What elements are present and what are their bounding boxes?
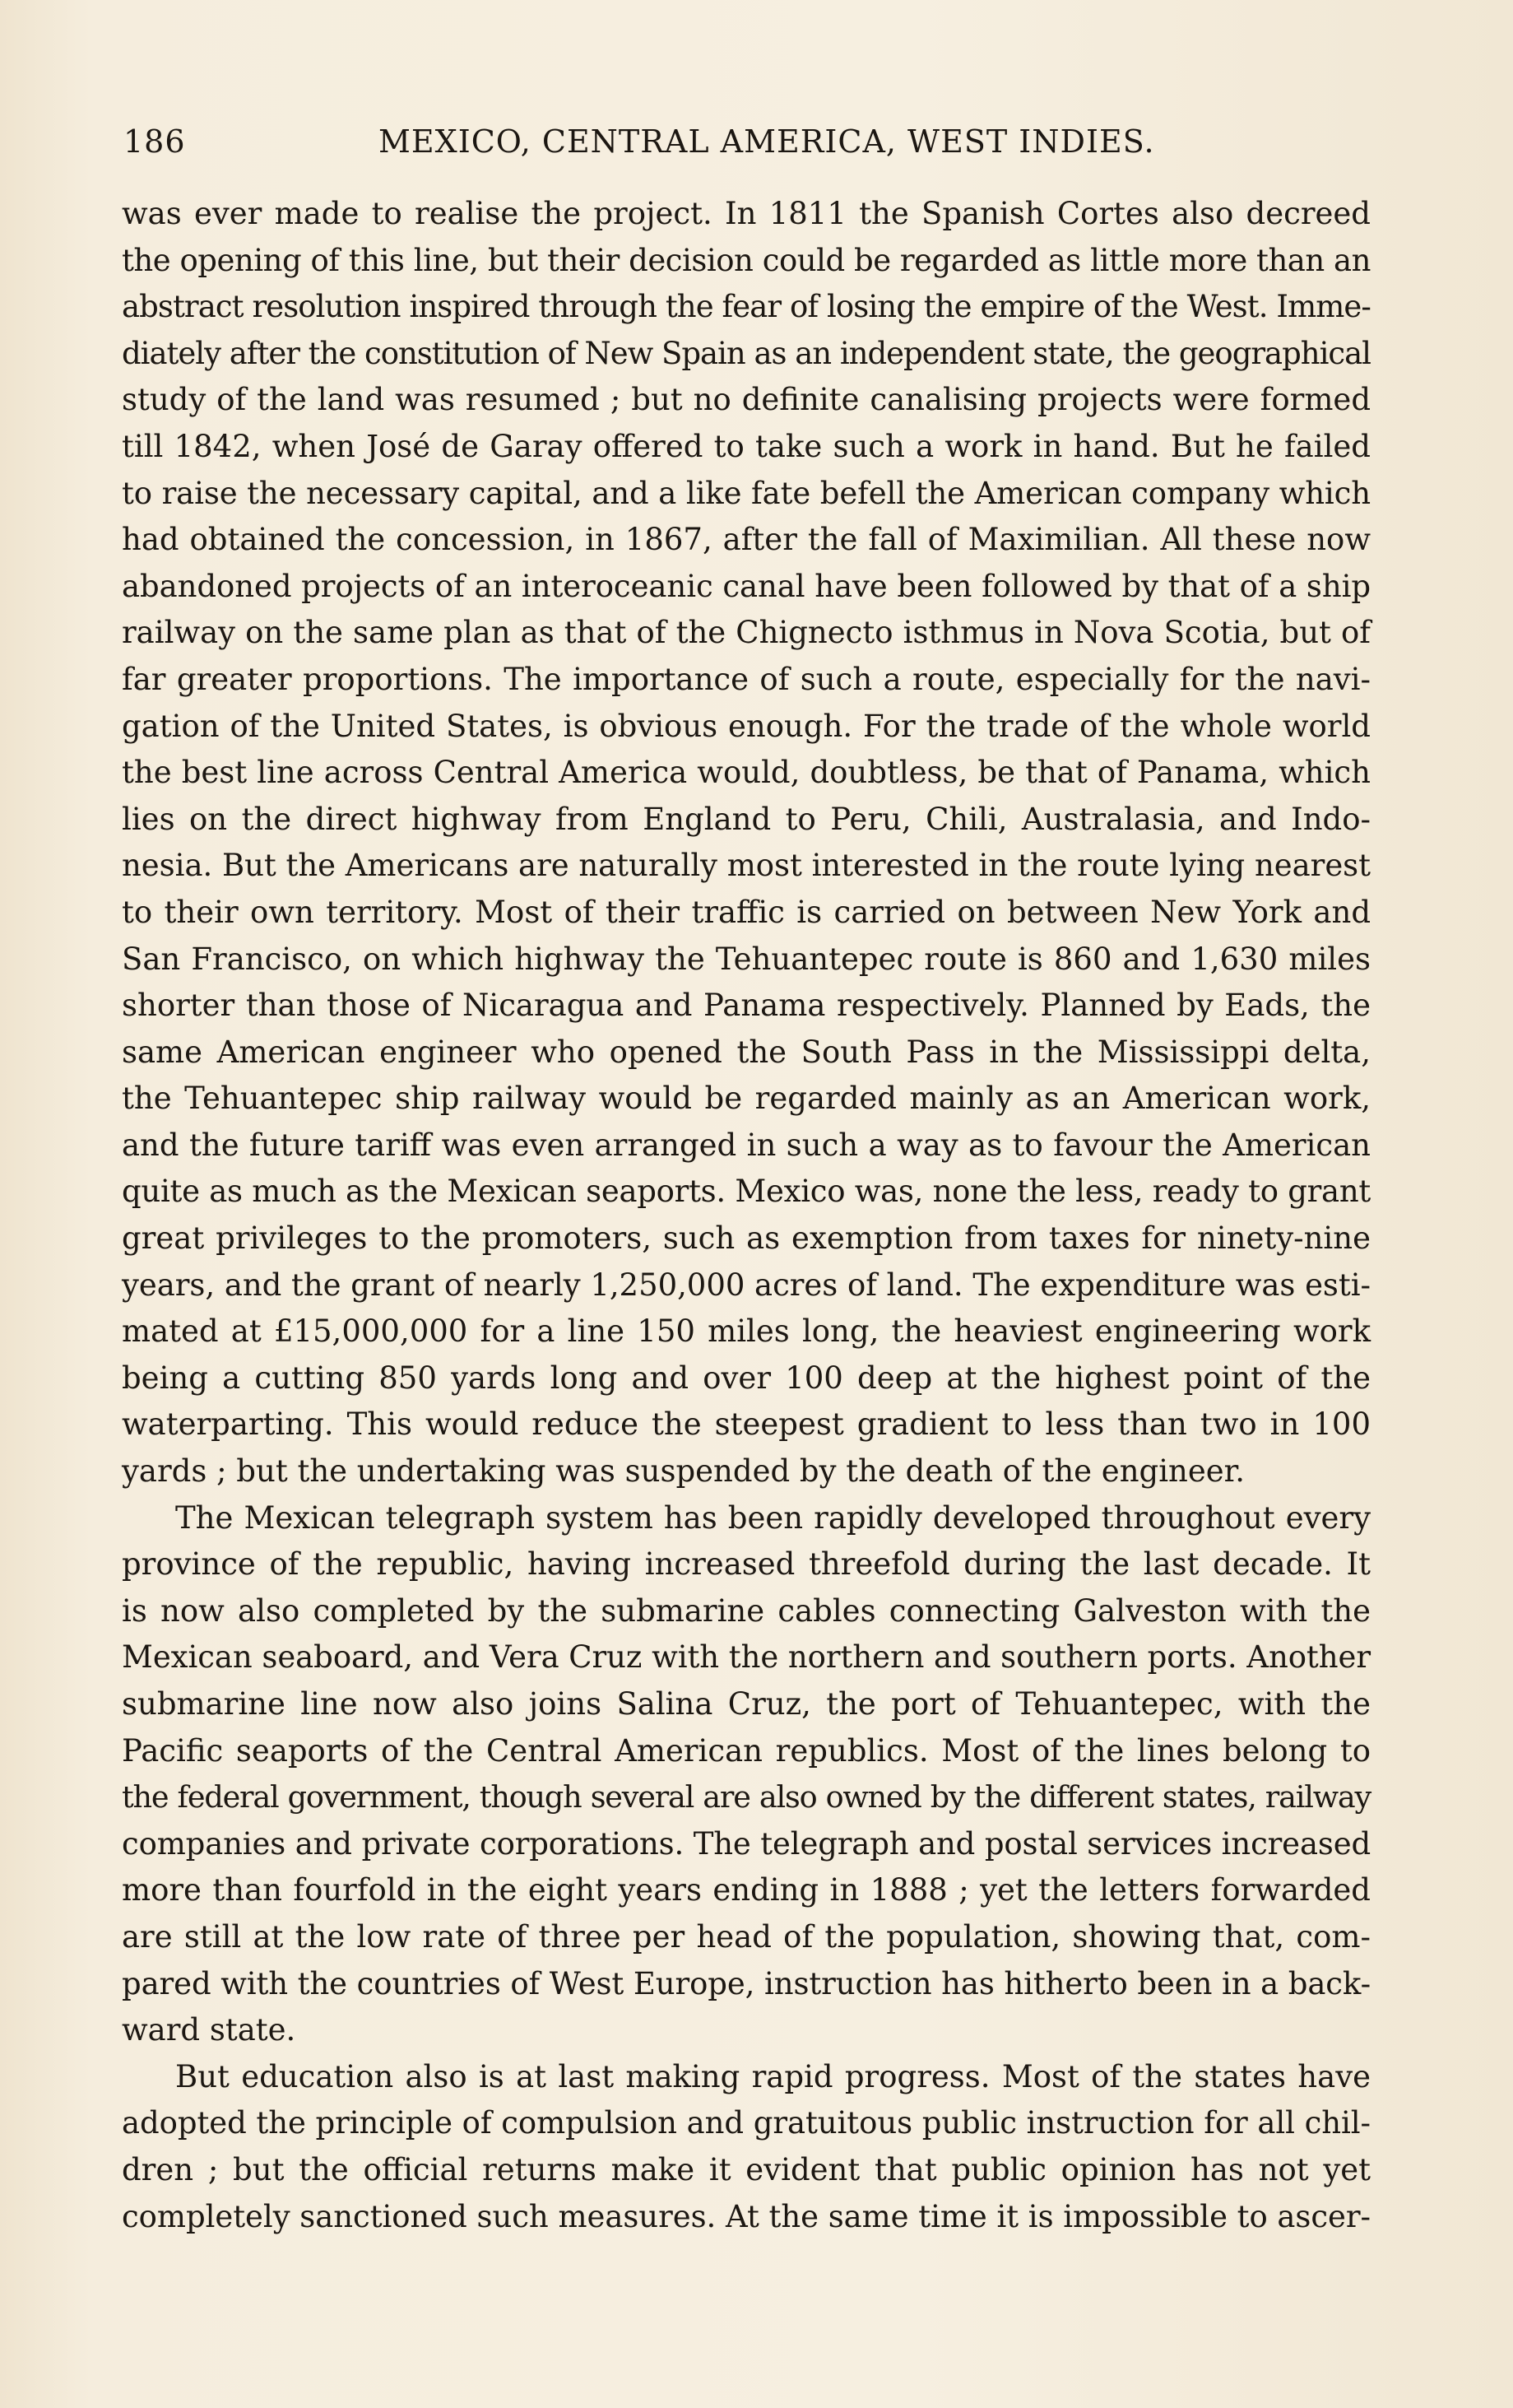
text-line: ward state.	[122, 2012, 296, 2048]
text-line: lies on the direct highway from England to Peru, Chili, Australasia, and Indo-	[122, 801, 1371, 837]
text-line: quite as much as the Mexican seaports. Mexico was, none the less, ready to grant	[122, 1174, 1371, 1210]
text-line: are still at the low rate of three per head of the population, showing that, com-	[122, 1918, 1371, 1955]
text-line: is now also completed by the submarine cables connecting Galveston with the	[122, 1592, 1371, 1629]
text-line: submarine line now also joins Salina Cruz, the port of Tehuantepec, with the	[122, 1686, 1371, 1722]
text-line: yards ; but the undertaking was suspended by the death of the engineer.	[122, 1453, 1246, 1490]
text-line: was ever made to realise the project. In 1811 the Spanish Cortes also decreed	[122, 196, 1371, 231]
text-line: till 1842, when José de Garay offered to take such a work in hand. But he failed	[122, 428, 1371, 464]
text-line: the best line across Central America would, doubtless, be that of Panama, which	[122, 755, 1371, 791]
text-line: adopted the principle of compulsion and gratuitous public instruction for all chil-	[122, 2105, 1371, 2141]
text-line: and the future tariff was even arranged in such a way as to favour the American	[122, 1127, 1371, 1163]
text-line: completely sanctioned such measures. At the same time it is impossible to ascer-	[122, 2198, 1371, 2234]
text-line: Pacific seaports of the Central American republics. Most of the lines belong to	[122, 1732, 1371, 1769]
text-line: great privileges to the promoters, such as exemption from taxes for ninety-nine	[122, 1220, 1371, 1257]
text-line: had obtained the concession, in 1867, after the fall of Maximilian. All these now	[122, 522, 1371, 558]
running-title: MEXICO, CENTRAL AMERICA, WEST INDIES.	[378, 123, 1155, 160]
text-line: San Francisco, on which highway the Tehuantepec route is 860 and 1,630 miles	[122, 941, 1371, 977]
paragraph-1	[122, 191, 1371, 1495]
text-line: the federal government, though several are also owned by the different states, railway	[122, 1779, 1371, 1815]
text-line: the Tehuantepec ship railway would be regarded mainly as an American work,	[122, 1081, 1371, 1117]
text-line: pared with the countries of West Europe, instruction has hitherto been in a back-	[122, 1965, 1371, 2001]
text-line: But education also is at last making rapid progress. Most of the states have	[175, 2058, 1371, 2094]
text-line: gation of the United States, is obvious enough. For the trade of the whole world	[122, 708, 1371, 744]
text-line: years, and the grant of nearly 1,250,000 acres of land. The expenditure was esti-	[122, 1267, 1371, 1303]
text-line: The Mexican telegraph system has been rapidly developed throughout every	[175, 1499, 1371, 1536]
text-line: province of the republic, having increased threefold during the last decade. It	[122, 1546, 1371, 1583]
page-number: 186	[123, 123, 186, 160]
text-line: to raise the necessary capital, and a like fate befell the American company which	[122, 475, 1371, 511]
text-line: abstract resolution inspired through the fear of losing the empire of the West. Imme-	[122, 289, 1371, 325]
text-line: more than fourfold in the eight years ending in 1888 ; yet the letters forwarded	[122, 1872, 1371, 1908]
text-line: railway on the same plan as that of the Chignecto isthmus in Nova Scotia, but of	[122, 615, 1371, 651]
text-line: dren ; but the official returns make it evident that public opinion has not yet	[122, 2151, 1371, 2187]
text-line: companies and private corporations. The telegraph and postal services increased	[122, 1825, 1371, 1862]
text-line: Mexican seaboard, and Vera Cruz with the northern and southern ports. Another	[122, 1639, 1371, 1676]
text-line: waterparting. This would reduce the steepest gradient to less than two in 100	[122, 1406, 1371, 1443]
paragraph-3	[122, 2054, 1371, 2240]
text-line: same American engineer who opened the South Pass in the Mississippi delta,	[122, 1034, 1371, 1070]
text-line: nesia. But the Americans are naturally most interested in the route lying nearest	[122, 848, 1371, 884]
text-line: the opening of this line, but their decision could be regarded as little more than an	[122, 242, 1371, 278]
text-line: study of the land was resumed ; but no definite canalising projects were formed	[122, 382, 1371, 418]
text-line: to their own territory. Most of their traffic is carried on between New York and	[122, 894, 1371, 930]
text-line: diately after the constitution of New Spain as an independent state, the geographical	[122, 335, 1371, 371]
page-header	[123, 123, 1370, 173]
text-line: far greater proportions. The importance of such a route, especially for the navi-	[122, 661, 1371, 697]
text-line: being a cutting 850 yards long and over 100 deep at the highest point of the	[122, 1360, 1371, 1396]
text-line: shorter than those of Nicaragua and Panama respectively. Planned by Eads, the	[122, 988, 1371, 1024]
paragraph-2	[122, 1495, 1371, 2054]
text-line: mated at £15,000,000 for a line 150 miles long, the heaviest engineering work	[122, 1313, 1371, 1350]
body-text	[122, 191, 1371, 2240]
text-line: abandoned projects of an interoceanic canal have been followed by that of a ship	[122, 568, 1371, 604]
